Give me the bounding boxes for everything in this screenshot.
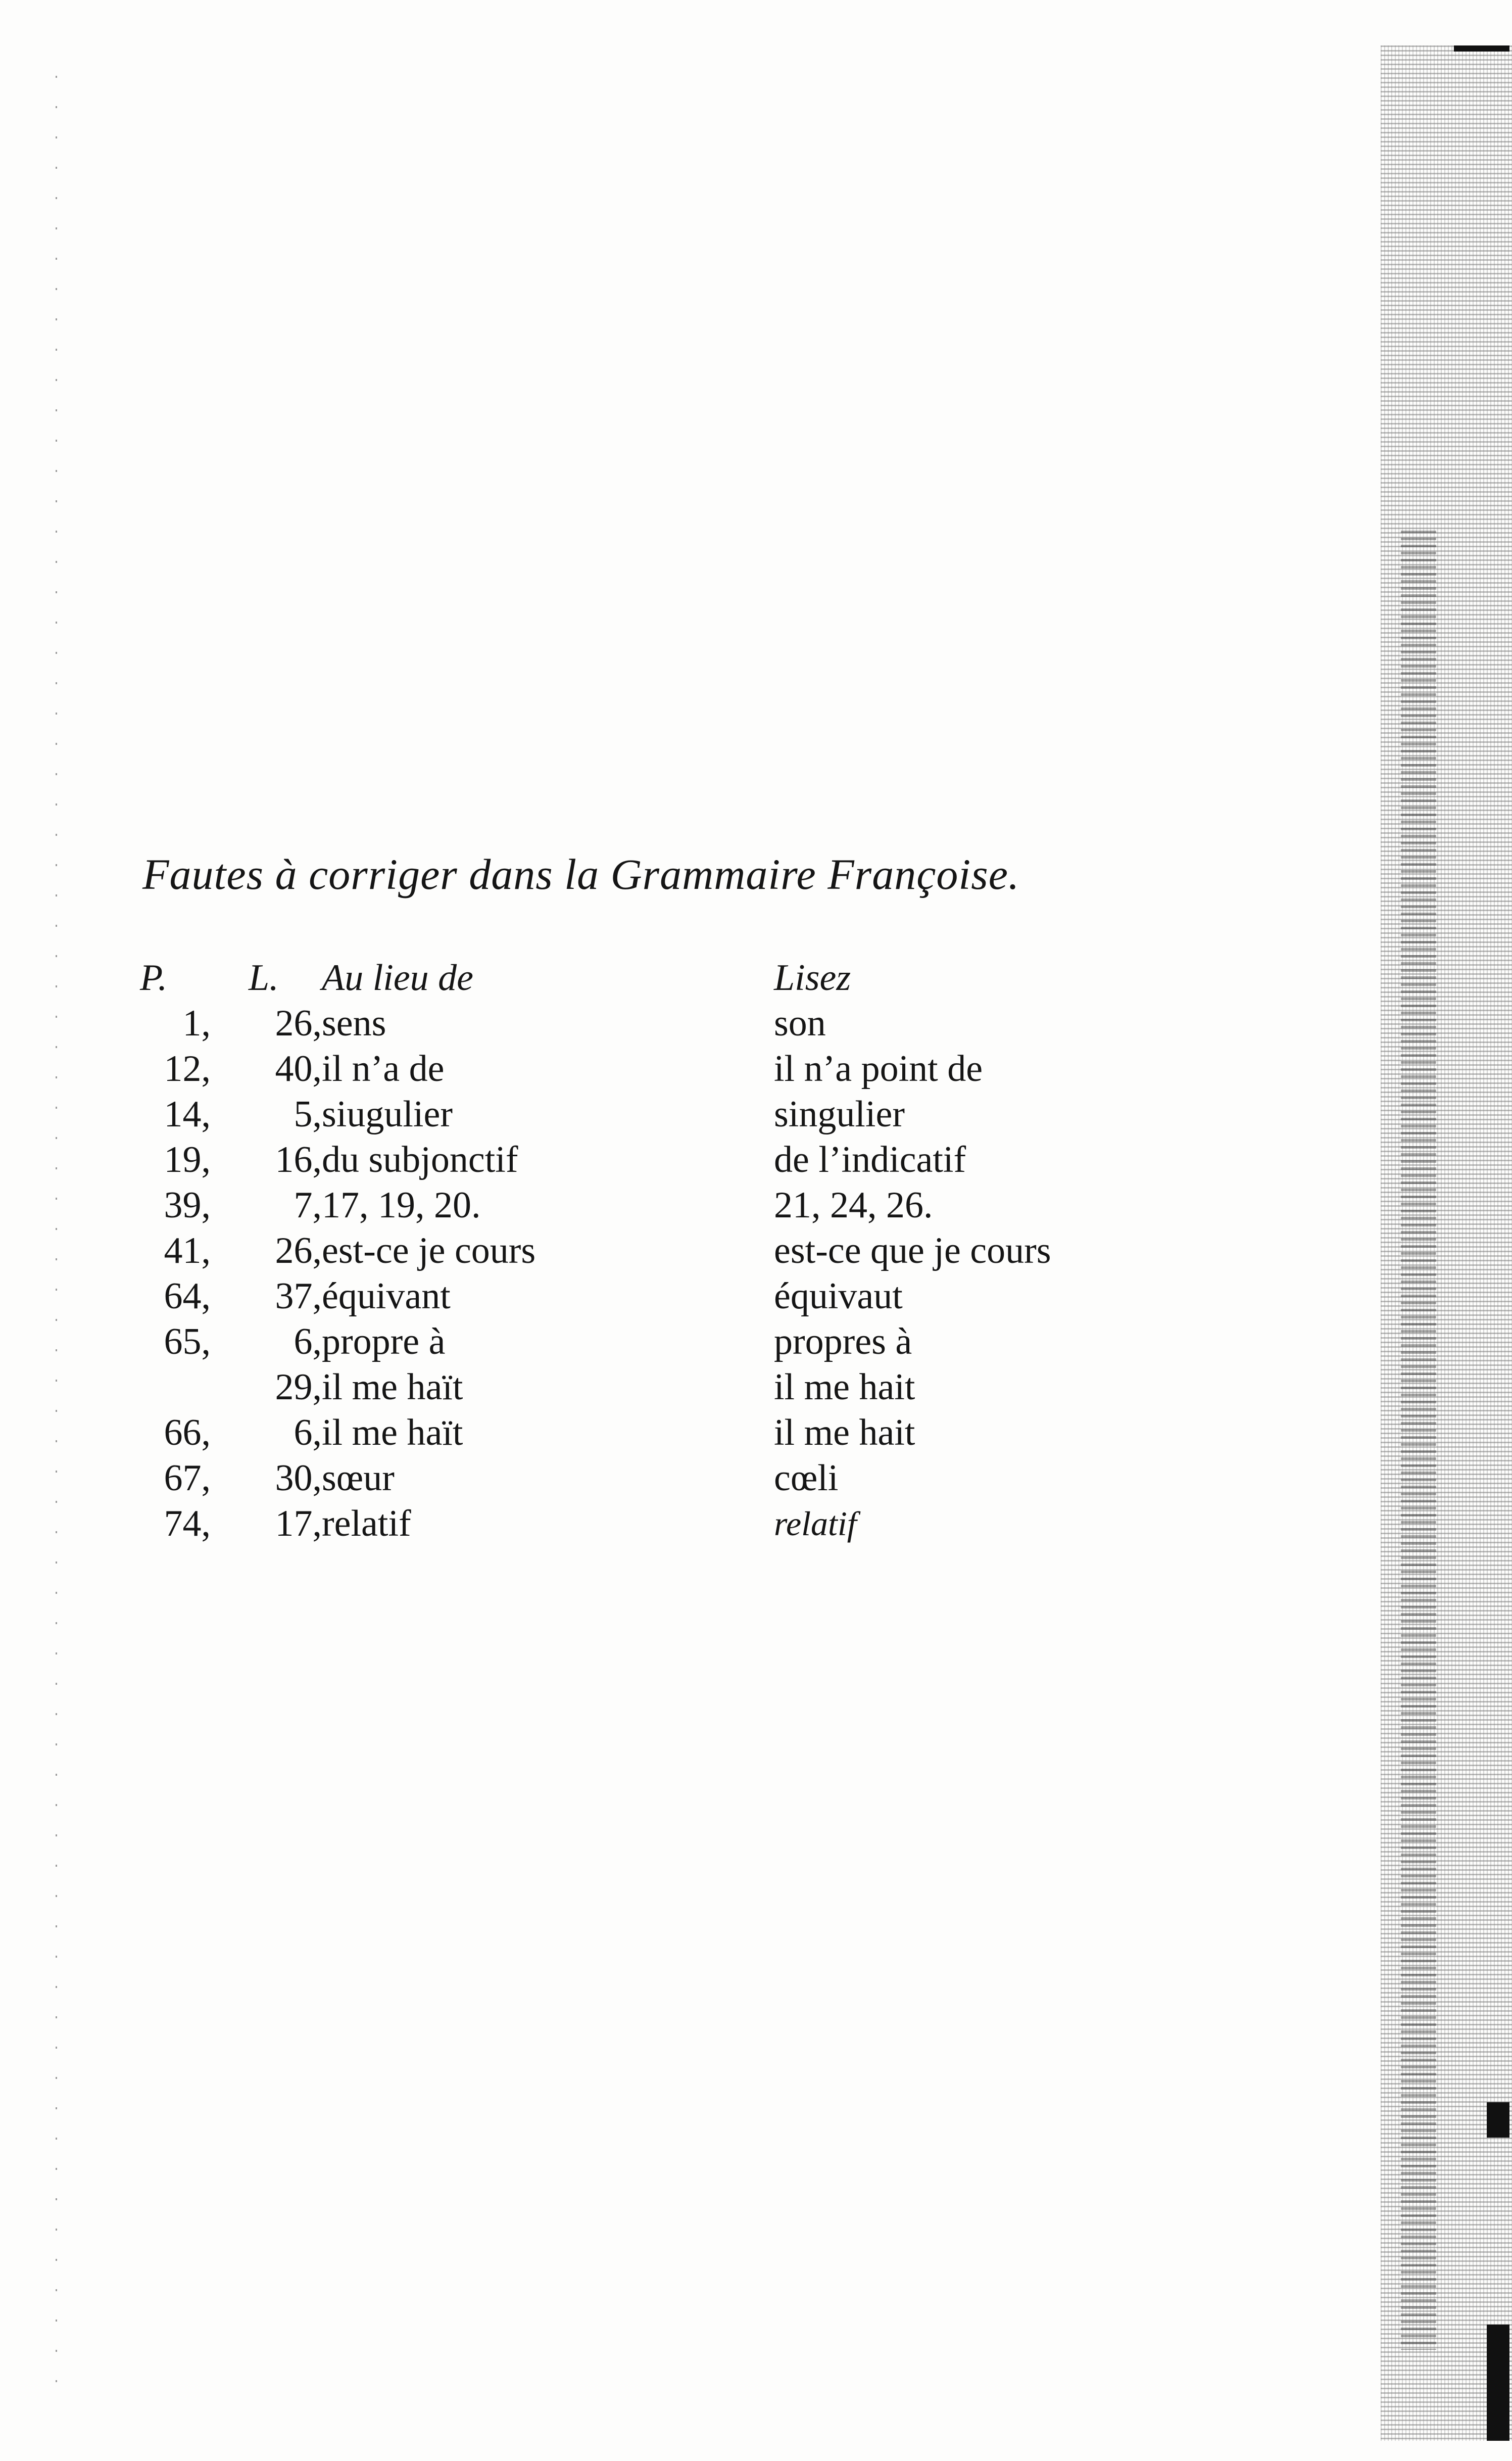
page-title: Fautes à corriger dans la Grammaire Françoise. — [142, 850, 1020, 898]
header-instead-of: Au lieu de — [322, 957, 474, 999]
entry-instead-of: siugulier — [322, 1094, 453, 1135]
entry-read: il me hait — [774, 1412, 915, 1453]
entry-page: 39, — [164, 1185, 211, 1226]
binding-edge-mark — [1487, 2102, 1509, 2138]
entry-page: 65, — [164, 1321, 211, 1362]
entry-read: relatif — [774, 1504, 857, 1543]
entry-read: est-ce que je cours — [774, 1230, 1051, 1271]
entry-read: équivaut — [774, 1275, 903, 1317]
entry-page: 64, — [164, 1275, 211, 1317]
entry-instead-of: il me haït — [322, 1412, 463, 1453]
entry-line: 40, — [275, 1048, 322, 1090]
entry-page: 67, — [164, 1457, 211, 1499]
binding-edge-dark-noise — [1401, 531, 1436, 2350]
entry-read: singulier — [774, 1094, 905, 1135]
entry-read: de l’indicatif — [774, 1139, 966, 1180]
entry-line: 17, — [275, 1503, 322, 1544]
entry-instead-of: 17, 19, 20. — [322, 1185, 481, 1226]
header-read: Lisez — [774, 957, 851, 999]
entry-line: 6, — [294, 1412, 322, 1453]
entry-line: 26, — [275, 1003, 322, 1044]
entry-instead-of: équivant — [322, 1275, 451, 1317]
left-edge-noise — [56, 76, 57, 2400]
binding-edge-noise — [1381, 45, 1512, 2441]
entry-line: 37, — [275, 1275, 322, 1317]
header-page: P. — [140, 957, 168, 999]
entry-line: 30, — [275, 1457, 322, 1499]
entry-instead-of: du subjonctif — [322, 1139, 518, 1180]
entry-read: il n’a point de — [774, 1048, 983, 1090]
entry-page: 74, — [164, 1503, 211, 1544]
entry-page: 66, — [164, 1412, 211, 1453]
entry-read: 21, 24, 26. — [774, 1185, 933, 1226]
entry-line: 26, — [275, 1230, 322, 1271]
binding-edge-mark — [1487, 2325, 1509, 2441]
entry-read: cœli — [774, 1457, 839, 1499]
entry-read: propres à — [774, 1321, 912, 1362]
entry-page: 12, — [164, 1048, 211, 1090]
header-line: L. — [249, 957, 279, 999]
entry-instead-of: propre à — [322, 1321, 446, 1362]
entry-page: 14, — [164, 1094, 211, 1135]
entry-instead-of: il me haït — [322, 1366, 463, 1408]
entry-read: il me hait — [774, 1366, 915, 1408]
entry-line: 6, — [294, 1321, 322, 1362]
entry-instead-of: relatif — [322, 1503, 411, 1544]
binding-edge-mark — [1454, 45, 1509, 52]
entry-page: 41, — [164, 1230, 211, 1271]
entry-read: son — [774, 1003, 826, 1044]
entry-line: 5, — [294, 1094, 322, 1135]
entry-page: 19, — [164, 1139, 211, 1180]
entry-line: 16, — [275, 1139, 322, 1180]
entry-instead-of: sœur — [322, 1457, 395, 1499]
entry-page: 1, — [182, 1003, 211, 1044]
entry-line: 7, — [294, 1185, 322, 1226]
entry-line: 29, — [275, 1366, 322, 1408]
entry-instead-of: sens — [322, 1003, 386, 1044]
entry-instead-of: il n’a de — [322, 1048, 445, 1090]
entry-instead-of: est-ce je cours — [322, 1230, 536, 1271]
